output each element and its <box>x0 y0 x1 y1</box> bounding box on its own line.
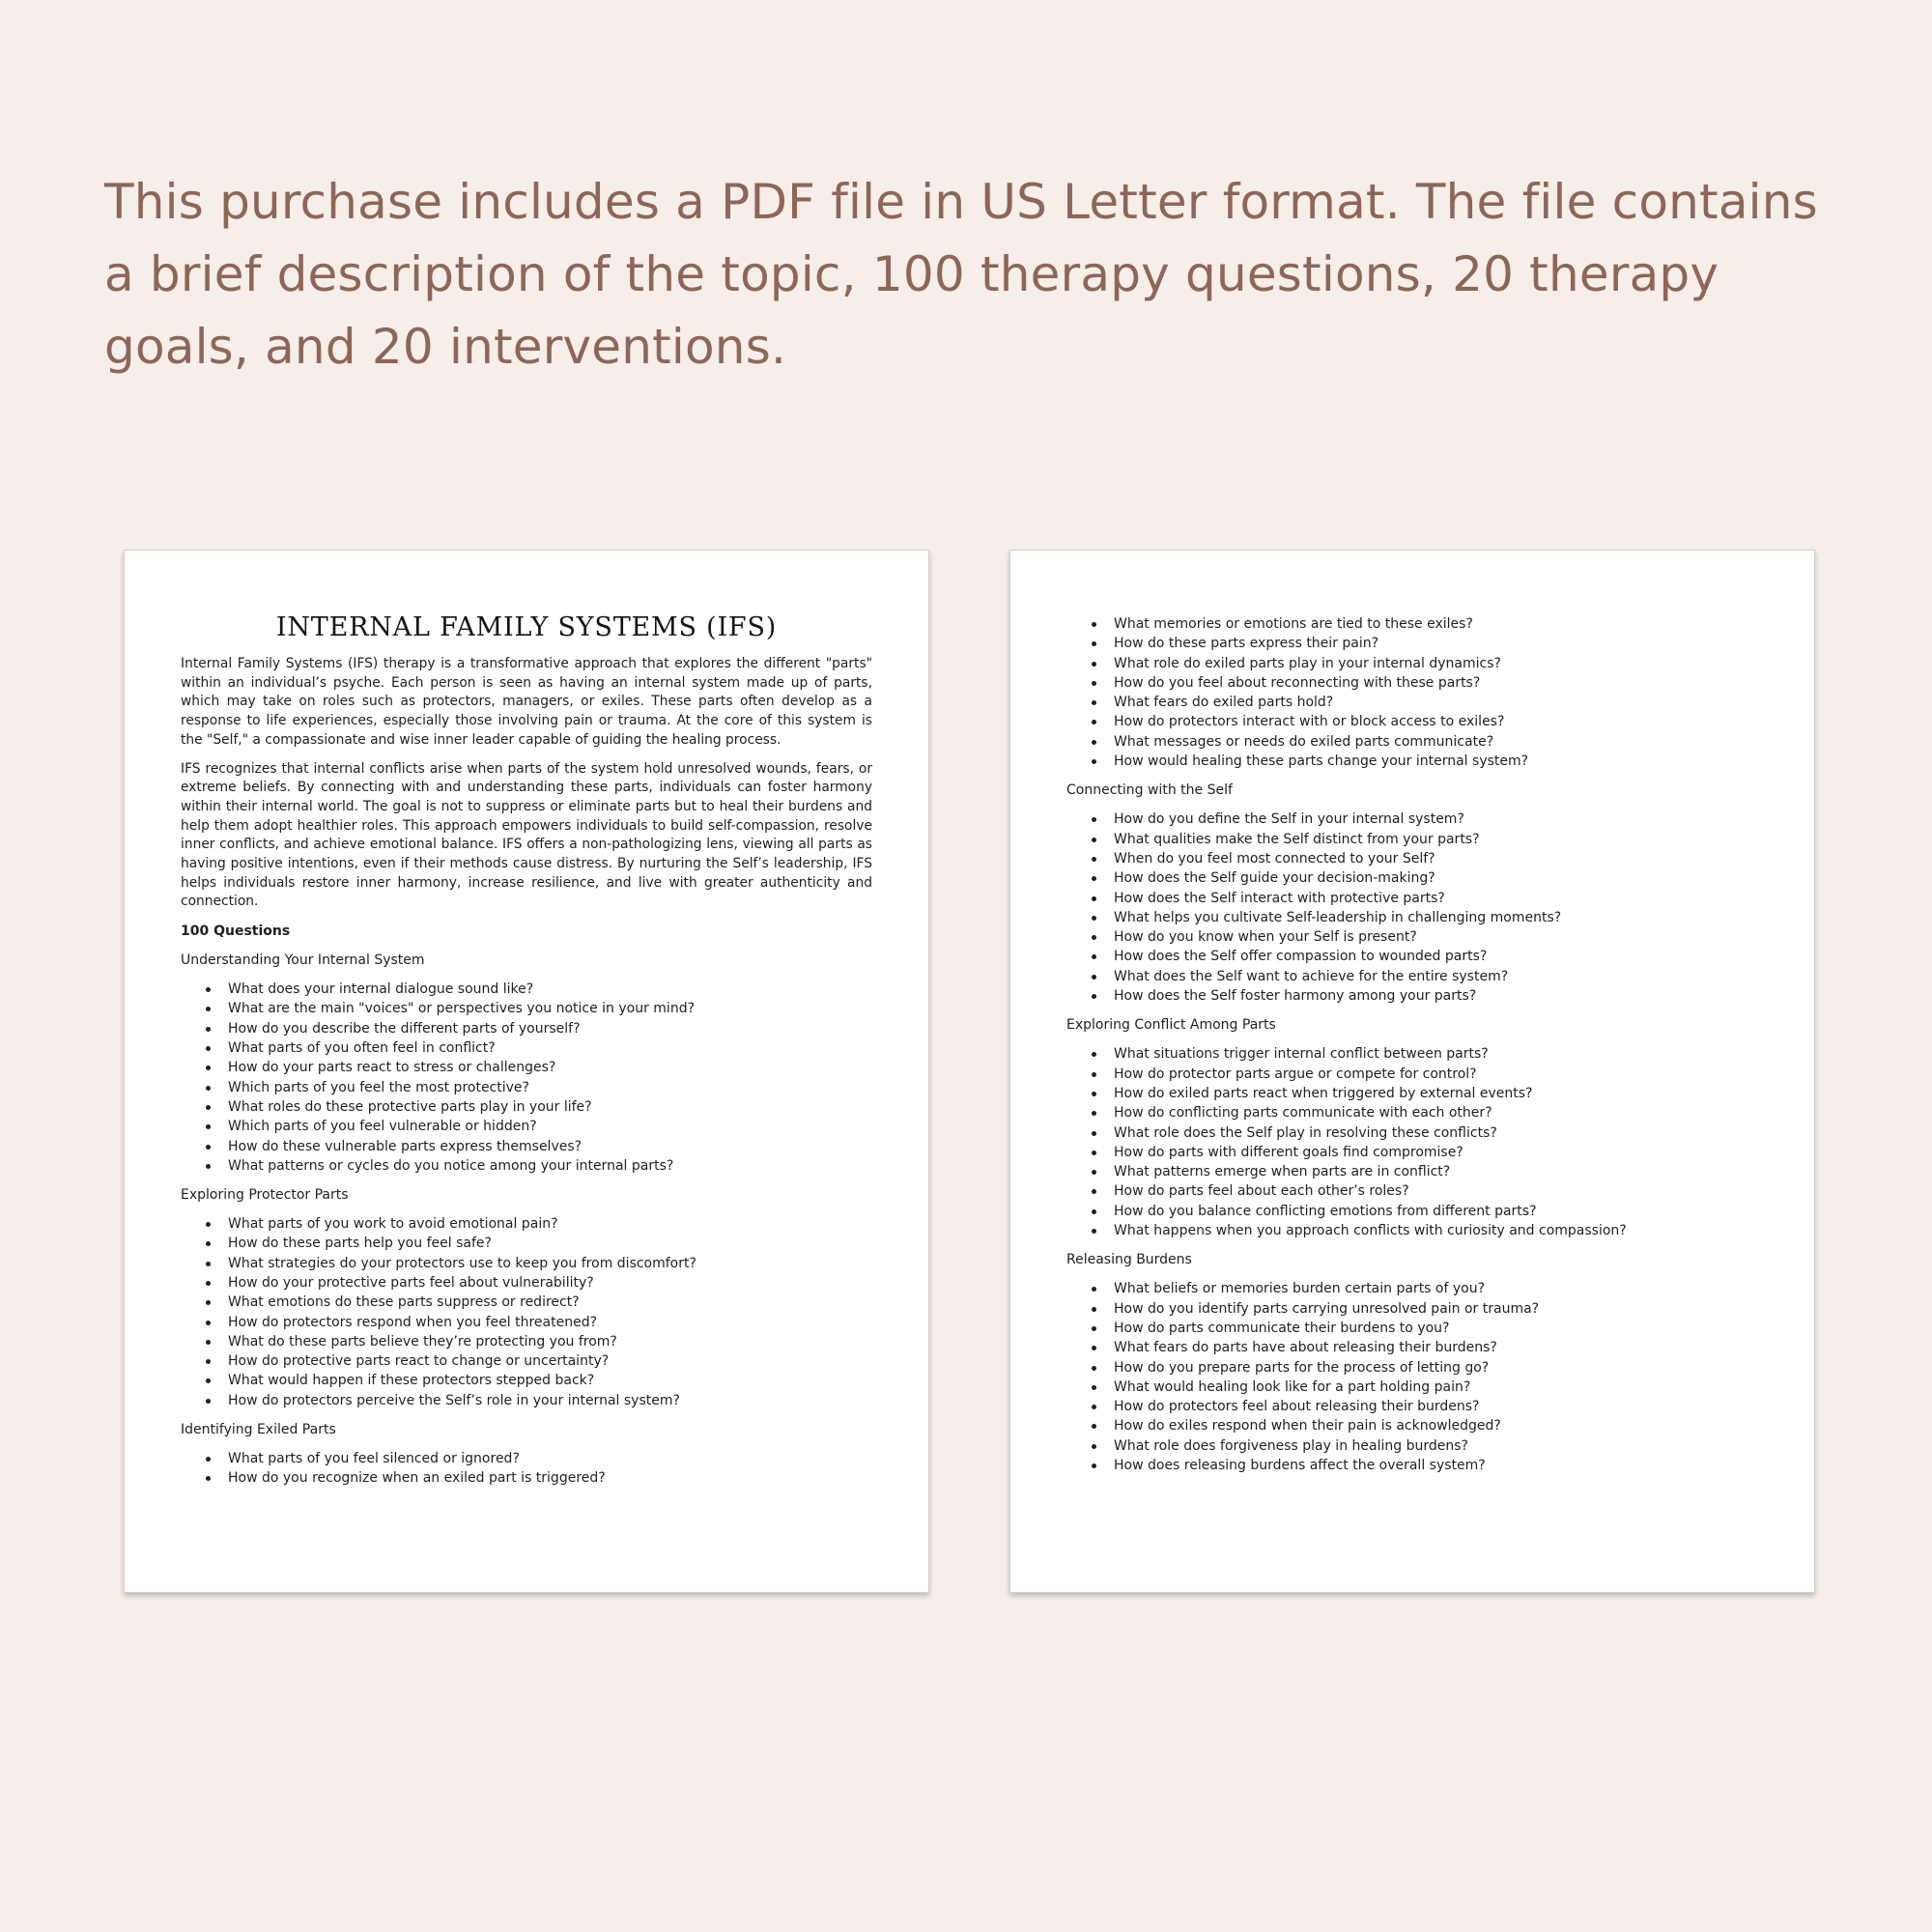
question-item: What parts of you work to avoid emotional pain? <box>228 1214 872 1234</box>
question-item: How does releasing burdens affect the overall system? <box>1114 1456 1758 1475</box>
question-item: How do these vulnerable parts express themselves? <box>228 1137 872 1156</box>
section-title: Understanding Your Internal System <box>181 952 425 969</box>
section-title: Releasing Burdens <box>1066 1252 1192 1268</box>
question-item: What parts of you feel silenced or ignored? <box>228 1449 872 1468</box>
question-item: How does the Self interact with protective parts? <box>1114 889 1758 908</box>
question-item: How do you prepare parts for the process of letting go? <box>1114 1358 1758 1378</box>
intro-paragraph-1: Internal Family Systems (IFS) therapy is a transformative approach that explores the different "parts" within an individual’s psyche. Each person is seen as having an internal system made up of parts, which may take on roles such as protectors, managers, or exiles. These parts often develop as a response to life experiences, especially those involving pain or trauma. At the core of this system is the "Self," a compassionate and wise inner leader capable of guiding the healing process. <box>181 656 872 748</box>
question-item: What does the Self want to achieve for the entire system? <box>1114 967 1758 986</box>
question-item: How do protector parts argue or compete for control? <box>1114 1065 1758 1084</box>
question-item: How does the Self guide your decision-making? <box>1114 868 1758 888</box>
question-item: How would healing these parts change your internal system? <box>1114 752 1758 771</box>
question-list <box>181 980 872 1176</box>
question-item: What patterns emerge when parts are in conflict? <box>1114 1162 1758 1181</box>
document-title: INTERNAL FAMILY SYSTEMS (IFS) <box>275 612 778 642</box>
page-1-sections <box>181 951 872 1489</box>
question-item: How do your protective parts feel about vulnerability? <box>228 1273 872 1293</box>
question-item: How do conflicting parts communicate with each other? <box>1114 1103 1758 1122</box>
question-item: What do these parts believe they’re protecting you from? <box>228 1332 872 1351</box>
question-item: What situations trigger internal conflict between parts? <box>1114 1044 1758 1064</box>
question-item: How do you recognize when an exiled part is triggered? <box>228 1468 872 1488</box>
question-item: What beliefs or memories burden certain parts of you? <box>1114 1279 1758 1298</box>
question-item: What happens when you approach conflicts with curiosity and compassion? <box>1114 1221 1758 1240</box>
question-list <box>1066 1279 1758 1475</box>
intro-paragraph-2: IFS recognizes that internal conflicts arise when parts of the system hold unresolved wounds, fears, or extreme beliefs. By connecting with and understanding these parts, individuals can foster harmony within their internal world. The goal is not to suppress or eliminate parts but to heal their burdens and help them adopt healthier roles. This approach empowers individuals to build self-compassion, resolve inner conflicts, and achieve emotional balance. IFS offers a non-pathologizing lens, viewing all parts as having positive intentions, even if their methods cause distress. By nurturing the Self’s leadership, IFS helps individuals restore inner harmony, increase resilience, and live with greater authenticity and connection. <box>181 760 872 910</box>
question-item: How do these parts help you feel safe? <box>228 1234 872 1253</box>
question-item: What messages or needs do exiled parts communicate? <box>1114 732 1758 752</box>
question-item: How do you know when your Self is present? <box>1114 927 1758 947</box>
question-item: When do you feel most connected to your Self? <box>1114 849 1758 868</box>
question-item: How do protective parts react to change or uncertainty? <box>228 1351 872 1371</box>
question-item: How do protectors interact with or block access to exiles? <box>1114 712 1758 731</box>
question-list <box>181 1214 872 1410</box>
question-item: What parts of you often feel in conflict? <box>228 1038 872 1058</box>
question-item: What fears do parts have about releasing their burdens? <box>1114 1338 1758 1357</box>
question-item: How do exiles respond when their pain is acknowledged? <box>1114 1416 1758 1435</box>
question-item: What strategies do your protectors use to keep you from discomfort? <box>228 1254 872 1273</box>
question-item: What would healing look like for a part holding pain? <box>1114 1378 1758 1397</box>
question-item: What role does forgiveness play in healing burdens? <box>1114 1436 1758 1456</box>
question-item: What role does the Self play in resolving these conflicts? <box>1114 1123 1758 1143</box>
question-item: How do you define the Self in your internal system? <box>1114 810 1758 829</box>
continued-question-list <box>1066 614 1758 771</box>
question-item: What emotions do these parts suppress or redirect? <box>228 1293 872 1312</box>
question-item: How do your parts react to stress or challenges? <box>228 1058 872 1077</box>
question-item: How do parts feel about each other’s roles? <box>1114 1181 1758 1201</box>
question-item: How do protectors feel about releasing their burdens? <box>1114 1397 1758 1416</box>
question-item: How do you feel about reconnecting with these parts? <box>1114 673 1758 693</box>
question-list <box>181 1449 872 1489</box>
question-item: How do parts communicate their burdens to you? <box>1114 1319 1758 1338</box>
question-item: What memories or emotions are tied to these exiles? <box>1114 614 1758 634</box>
page-2-sections <box>1066 781 1758 1475</box>
question-item: How do parts with different goals find compromise? <box>1114 1143 1758 1162</box>
page-2-content <box>1066 614 1758 1485</box>
question-item: Which parts of you feel vulnerable or hidden? <box>228 1117 872 1136</box>
question-item: What are the main "voices" or perspectives you notice in your mind? <box>228 999 872 1018</box>
headline: This purchase includes a PDF file in US Letter format. The file contains a brief description of the topic, 100 therapy questions, 20 therapy goals, and 20 interventions. <box>104 174 1818 375</box>
question-item: How do you balance conflicting emotions from different parts? <box>1114 1202 1758 1221</box>
question-item: What would happen if these protectors stepped back? <box>228 1371 872 1390</box>
document-page-1 <box>124 550 929 1593</box>
question-item: What patterns or cycles do you notice among your internal parts? <box>228 1156 872 1176</box>
question-item: What role do exiled parts play in your internal dynamics? <box>1114 654 1758 673</box>
question-item: How do protectors respond when you feel threatened? <box>228 1313 872 1332</box>
question-item: How do you describe the different parts of yourself? <box>228 1019 872 1038</box>
document-page-2 <box>1009 550 1815 1593</box>
section-title: Connecting with the Self <box>1066 782 1233 799</box>
question-item: How do protectors perceive the Self’s role in your internal system? <box>228 1391 872 1410</box>
question-item: What helps you cultivate Self-leadership in challenging moments? <box>1114 908 1758 927</box>
question-item: What does your internal dialogue sound like? <box>228 980 872 999</box>
question-item: How does the Self offer compassion to wounded parts? <box>1114 947 1758 966</box>
question-item: How do exiled parts react when triggered by external events? <box>1114 1084 1758 1103</box>
page-1-content <box>181 611 872 1498</box>
question-list <box>1066 1044 1758 1240</box>
questions-heading: 100 Questions <box>181 923 291 940</box>
question-list <box>1066 810 1758 1006</box>
section-title: Exploring Conflict Among Parts <box>1066 1017 1276 1034</box>
question-item: What fears do exiled parts hold? <box>1114 693 1758 712</box>
question-item: What roles do these protective parts play in your life? <box>228 1097 872 1117</box>
question-item: What qualities make the Self distinct from your parts? <box>1114 830 1758 849</box>
question-item: How do these parts express their pain? <box>1114 634 1758 653</box>
question-item: Which parts of you feel the most protective? <box>228 1078 872 1097</box>
section-title: Identifying Exiled Parts <box>181 1422 336 1438</box>
question-item: How does the Self foster harmony among your parts? <box>1114 986 1758 1006</box>
section-title: Exploring Protector Parts <box>181 1187 349 1204</box>
question-item: How do you identify parts carrying unresolved pain or trauma? <box>1114 1299 1758 1319</box>
